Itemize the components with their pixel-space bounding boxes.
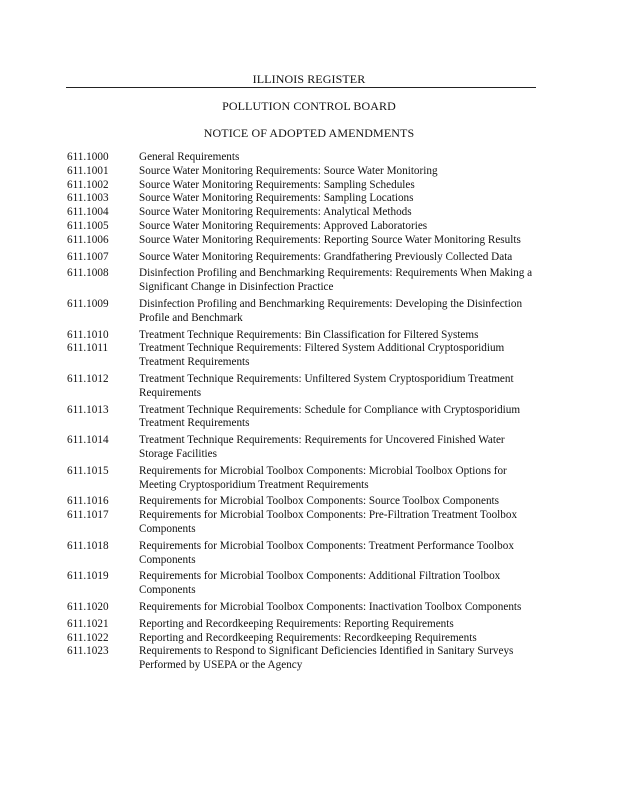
section-number: 611.1004 [67, 206, 109, 219]
section-entry [67, 509, 542, 537]
section-number: 611.1013 [67, 403, 109, 416]
notice-title: NOTICE OF ADOPTED AMENDMENTS [203, 126, 415, 140]
section-title: Source Water Monitoring Requirements: Analytical Methods [139, 206, 412, 219]
section-number: 611.1018 [67, 539, 109, 552]
section-title: Source Water Monitoring Requirements: Reporting Source Water Monitoring Results [139, 233, 521, 246]
section-number: 611.1007 [67, 250, 109, 263]
section-number: 611.1022 [67, 631, 109, 644]
section-title: Requirements for Microbial Toolbox Components: Treatment Performance Toolbox Components [139, 539, 514, 566]
section-number: 611.1002 [67, 178, 109, 191]
section-number: 611.1010 [67, 328, 109, 341]
section-entry [67, 540, 542, 568]
section-title: Treatment Technique Requirements: Filtered System Additional Cryptosporidium Treatment Requirements [139, 342, 505, 369]
section-entry [67, 601, 542, 615]
section-title: Disinfection Profiling and Benchmarking Requirements: Developing the Disinfection Profile and Benchmark [139, 297, 523, 324]
section-entry [67, 618, 542, 632]
section-title: Requirements for Microbial Toolbox Components: Source Toolbox Components [139, 495, 500, 508]
section-number: 611.1012 [67, 372, 109, 385]
section-number: 611.1006 [67, 233, 109, 246]
section-title: Treatment Technique Requirements: Schedule for Compliance with Cryptosporidium Treatment Requirements [139, 403, 521, 430]
section-number: 611.1008 [67, 267, 109, 280]
section-number: 611.1019 [67, 570, 109, 583]
section-entry [67, 495, 542, 509]
section-title: Reporting and Recordkeeping Requirements: Reporting Requirements [139, 617, 454, 630]
section-title: Source Water Monitoring Requirements: Sampling Schedules [139, 178, 415, 191]
section-entry [67, 342, 542, 370]
section-number: 611.1021 [67, 617, 109, 630]
section-number: 611.1014 [67, 434, 109, 447]
section-entry [67, 151, 542, 165]
section-entry [67, 329, 542, 343]
section-title: Treatment Technique Requirements: Requirements for Uncovered Finished Water Storage Facilities [139, 434, 505, 460]
section-entry [67, 373, 542, 401]
section-number: 611.1011 [67, 342, 109, 355]
section-title: Reporting and Recordkeeping Requirements: Recordkeeping Requirements [139, 631, 477, 644]
section-number: 611.1016 [67, 495, 109, 508]
section-entry [67, 465, 542, 493]
section-entry [67, 234, 542, 248]
section-number: 611.1000 [67, 151, 109, 163]
header-rule [66, 87, 536, 88]
section-number: 611.1015 [67, 464, 109, 477]
section-title: Disinfection Profiling and Benchmarking Requirements: Requirements When Making a Significant Change in Disinfection Practice [139, 267, 533, 294]
section-title: Requirements for Microbial Toolbox Components: Pre-Filtration Treatment Toolbox Components [139, 509, 518, 535]
section-title: Treatment Technique Requirements: Unfiltered System Cryptosporidium Treatment Requirements [139, 372, 514, 399]
section-entry [67, 220, 542, 234]
section-entry [67, 298, 542, 326]
section-title: Source Water Monitoring Requirements: Approved Laboratories [139, 219, 428, 232]
section-entry [67, 267, 542, 295]
section-title: Requirements for Microbial Toolbox Components: Inactivation Toolbox Components [139, 600, 522, 613]
section-entry [67, 206, 542, 220]
section-entry [67, 404, 542, 432]
section-entry [67, 632, 542, 646]
section-title: Source Water Monitoring Requirements: Source Water Monitoring [139, 164, 438, 177]
section-number: 611.1001 [67, 164, 109, 177]
section-title: Requirements for Microbial Toolbox Components: Microbial Toolbox Options for Meeting Cryptosporidium Treatment Requirements [139, 464, 507, 491]
section-list [67, 151, 542, 673]
section-number: 611.1003 [67, 192, 109, 205]
section-entry [67, 192, 542, 206]
section-entry [67, 165, 542, 179]
section-title: General Requirements [139, 151, 240, 163]
section-number: 611.1009 [67, 297, 109, 310]
section-title: Source Water Monitoring Requirements: Grandfathering Previously Collected Data [139, 250, 513, 263]
section-entry [67, 645, 542, 673]
section-number: 611.1017 [67, 509, 109, 522]
section-title: Requirements to Respond to Significant Deficiencies Identified in Sanitary Surveys Performed by USEPA or the Agency [139, 645, 514, 672]
section-title: Treatment Technique Requirements: Bin Classification for Filtered Systems [139, 328, 479, 341]
section-entry [67, 570, 542, 598]
section-number: 611.1020 [67, 600, 109, 613]
board-name: POLLUTION CONTROL BOARD [222, 99, 396, 113]
section-entry [67, 251, 542, 265]
section-number: 611.1023 [67, 645, 109, 658]
section-entry [67, 179, 542, 193]
section-entry [67, 434, 542, 462]
register-title: ILLINOIS REGISTER [252, 72, 366, 86]
section-title: Source Water Monitoring Requirements: Sampling Locations [139, 192, 414, 205]
section-title: Requirements for Microbial Toolbox Components: Additional Filtration Toolbox Components [139, 570, 501, 597]
section-number: 611.1005 [67, 219, 109, 232]
